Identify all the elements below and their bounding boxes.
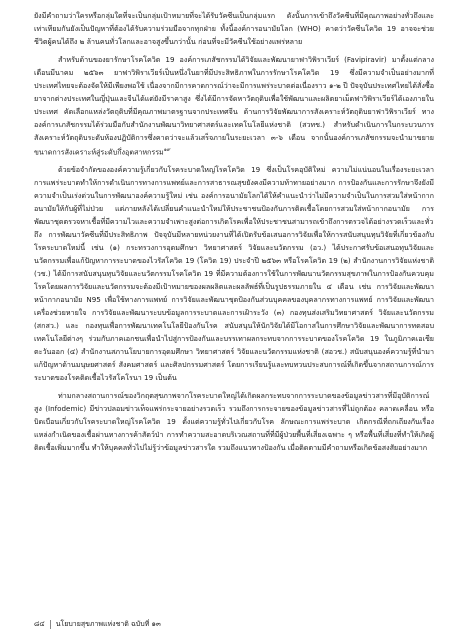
page-number: ๘๔ (34, 620, 45, 628)
journal-title: นโยบายสุขภาพแห่งชาติ ฉบับที่ ๑๓ (55, 620, 161, 628)
footer-divider (50, 620, 51, 629)
paragraph-3: ด้วยข้อจำกัดขององค์ความรู้เกี่ยวกับโรคระบาดใหญ่โรคโควิด 19 ซึ่งเป็นโรคอุบัติใหม่ ความไม่แน่นอนในเรื่องระยะเวลาการแพร่ระบาดทำให้การดำเนินการทางการแพทย์และการสาธารณสุขยังคงมีความท้าทายอย่างมาก การป้องกันและการรักษาจึงยังมีความจำเป็นเร่งด่วนในการพัฒนาองค์ความรู้ใหม่ เช่น องค์การอนามัยโลกได้ให้คำแนะนำว่าไม่มีความจำเป็นในการสวมใส่หน้ากากอนามัยให้กับผู้ที่ไม่ป่วย แต่ภายหลังได้เปลี่ยนคำแนะนำใหม่ให้ประชาชนป้องกันการติดเชื้อโดยการสวมใส่หน้ากากอนามัย การพัฒนาชุดตรวจหาเชื้อที่มีความไวและความจำเพาะสูงต่อการเกิดโรคเพื่อให้ประชาชนสามารถเข้าถึงการตรวจได้อย่างรวดเร็วและทั่วถึง การพัฒนาวัคซีนที่มีประสิทธิภาพ ปัจจุบันมีหลายหน่วยงานที่ได้เปิดรับข้อเสนอการวิจัยเพื่อให้การสนับสนุนทุนวิจัยที่เกี่ยวข้องกับโรคระบาดใหม่นี้ เช่น (๑) กระทรวงการอุดมศึกษา วิทยาศาสตร์ วิจัยและนวัตกรรม (อว.) ได้ประกาศรับข้อเสนอทุนวิจัยและนวัตกรรมเพื่อแก้ปัญหาการระบาดของไวรัสโควิด 19 (โควิด 19) ประจำปี ๒๕๖๓ หรือโรคโควิด 19 (๒) สำนักงานการวิจัยแห่งชาติ (วช.) ได้มีการสนับสนุนทุนวิจัยและนวัตกรรมโรคโควิด 19 ที่มีความต้องการใช้ในการพัฒนานวัตกรรมสุขภาพในการป้องกันควบคุมโรคโดยผลการวิจัยและนวัตกรรมจะต้องมีเป้าหมายของผลผลิตและผลลัพธ์ที่เป็นรูปธรรมภายใน ๔ เดือน เช่น การวิจัยและพัฒนาหน้ากากอนามัย N95 เพื่อใช้ทางการแพทย์ การวิจัยและพัฒนาชุดป้องกันส่วนบุคคลของบุคลากรทางการแพทย์ การวิจัยและพัฒนาเครื่องช่วยหายใจ การวิจัยและพัฒนาระบบข้อมูลการระบาดและการเฝ้าระวัง (๓) กองทุนส่งเสริมวิทยาศาสตร์ วิจัยและนวัตกรรม (สกสว.) และ กองทุนเพื่อการพัฒนาเทคโนโลยีป้องกันโรค สนับสนุนให้นักวิจัยได้มีโอกาสในการศึกษาวิจัยและพัฒนาการทดสอบเทคโนโลยีต่างๆ ร่วมกับภาคเอกชนเพื่อนำไปสู่การป้องกันและบรรเทาผลกระทบจากการระบาดของโรคโควิด 19 ในภูมิภาคเอเชียตะวันออก (๔) สำนักงานสภานโยบายการอุดมศึกษา วิทยาศาสตร์ วิจัยและนวัตกรรมแห่งชาติ (สอวช.) สนับสนุนองค์ความรู้ที่นำมาแก้ปัญหาด้านมนุษยศาสตร์ สังคมศาสตร์ และศิลปกรรมศาสตร์ โดยการเรียนรู้และทบทวนประสบการณ์ที่เกิดขึ้นจากสถานการณ์การระบาดของโรคติดเชื้อไวรัสโคโรนา 19 เป็นต้น (34, 165, 434, 383)
document-body (34, 9, 434, 609)
page-footer (34, 619, 161, 629)
paragraph-2: สำหรับด้านของยารักษาโรคโควิด 19 องค์การเภสัชกรรมได้วิจัยและพัฒนายาฟาวิพิราเวียร์ (Favipiravir) มาตั้งแต่กลางเดือนมีนาคม ๒๕๖๓ ยาฟาวิพิราเวียร์เป็นหนึ่งในยาที่มีประสิทธิภาพในการรักษาโรคโควิด 19 ซึ่งมีความจำเป็นอย่างมากที่ประเทศไทยจะต้องจัดให้มีเพียงพอใช้ เนื่องจากมีการคาดการณ์ว่าจะมีการแพร่ระบาดต่อเนื่องราว ๑-๒ ปี ปัจจุบันประเทศไทยได้สั่งซื้อยาจากต่างประเทศในญี่ปุ่นและจีนได้แต่ยังมีราคาสูง ซึ่งได้มีการจัดหาวัตถุดิบเพื่อใช้พัฒนาและผลิตยาเม็ดฟาวิพิราเวียร์ได้เองภายในประเทศ คัดเลือกแหล่งวัตถุดิบที่มีคุณภาพมาตรฐานจากประเทศจีน ด้านการวิจัยพัฒนาการสังเคราะห์วัตถุดิบยาฟาวิพิราเวียร์ ทางองค์การเภสัชกรรมได้ร่วมมือกับสำนักงานพัฒนาวิทยาศาสตร์และเทคโนโลยีแห่งชาติ (สวทช.) สำหรับดำเนินการในกระบวนการสังเคราะห์วัตถุดิบระดับห้องปฏิบัติการซึ่งคาดว่าจะแล้วเสร็จภายในระยะเวลา ๓-๖ เดือน จากนั้นองค์การเภสัชกรรมจะนำมาขยายขนาดการสังเคราะห์สู่ระดับกึ่งอุตสาหกรรม$^{๑๙}$ (34, 55, 434, 157)
paragraph-4: ท่ามกลางสถานการณ์ของวิกฤตสุขภาพจากโรคระบาดใหญ่ได้เกิดผลกระทบจากการระบาดของข้อมูลข่าวสารที่มีอุบัติการณ์สูง (Infodemic) มีข่าวปลอมข่าวเท็จแพร่กระจายอย่างรวดเร็ว รวมถึงการกระจายของข้อมูลข่าวสารที่ไม่ถูกต้อง คลาดเคลื่อน หรือบิดเบือนเกี่ยวกับโรคระบาดใหญ่โรคโควิด 19 ตั้งแต่ความรู้ทั่วไปเกี่ยวกับโรค ลักษณะการแพร่ระบาด เกิดกรณีที่ถกเถียงกันเรื่องแหล่งกำเนิดของเชื้อผ่านทางการค้าสัตว์ป่า การทำความสะอาดบริเวณสถานที่ที่มีผู้ป่วยพื้นที่เสี่ยงเฉพาะ ๆ หรือพื้นที่เสี่ยงที่ทำให้เกิดผู้ติดเชื้อเพิ่มมากขึ้น ทำให้บุคคลทั่วไปไม่รู้ว่าข้อมูลข่าวสารใด รวมถึงแนวทางป้องกัน เมื่อติดตามมีคำถามหรือเกิดข้อสงสัยอย่างมาก (34, 391, 434, 453)
paragraph-1: ยังมีคำถามว่าใครหรือกลุ่มใดที่จะเป็นกลุ่มเป้าหมายที่จะได้รับวัคซีนเป็นกลุ่มแรก ดังนั้นการเข้าถึงวัคซีนที่มีคุณภาพอย่างทั่วถึงและเท่าเทียมกันยังเป็นปัญหาที่ต้องได้รับความร่วมมือจากทุกฝ่าย ทั้งนี้องค์การอนามัยโลก (WHO) คาดว่าวัคซีนโควิด 19 อาจจะช่วยชีวิตผู้คนได้ถึง ๒ ล้านคนทั่วโลกและอาจสูงขึ้นกว่านั้น ก่อนที่จะมีวัคซีนใช้อย่างแพร่หลาย (34, 11, 434, 46)
footnote-marker: ๑๙ (163, 147, 171, 153)
